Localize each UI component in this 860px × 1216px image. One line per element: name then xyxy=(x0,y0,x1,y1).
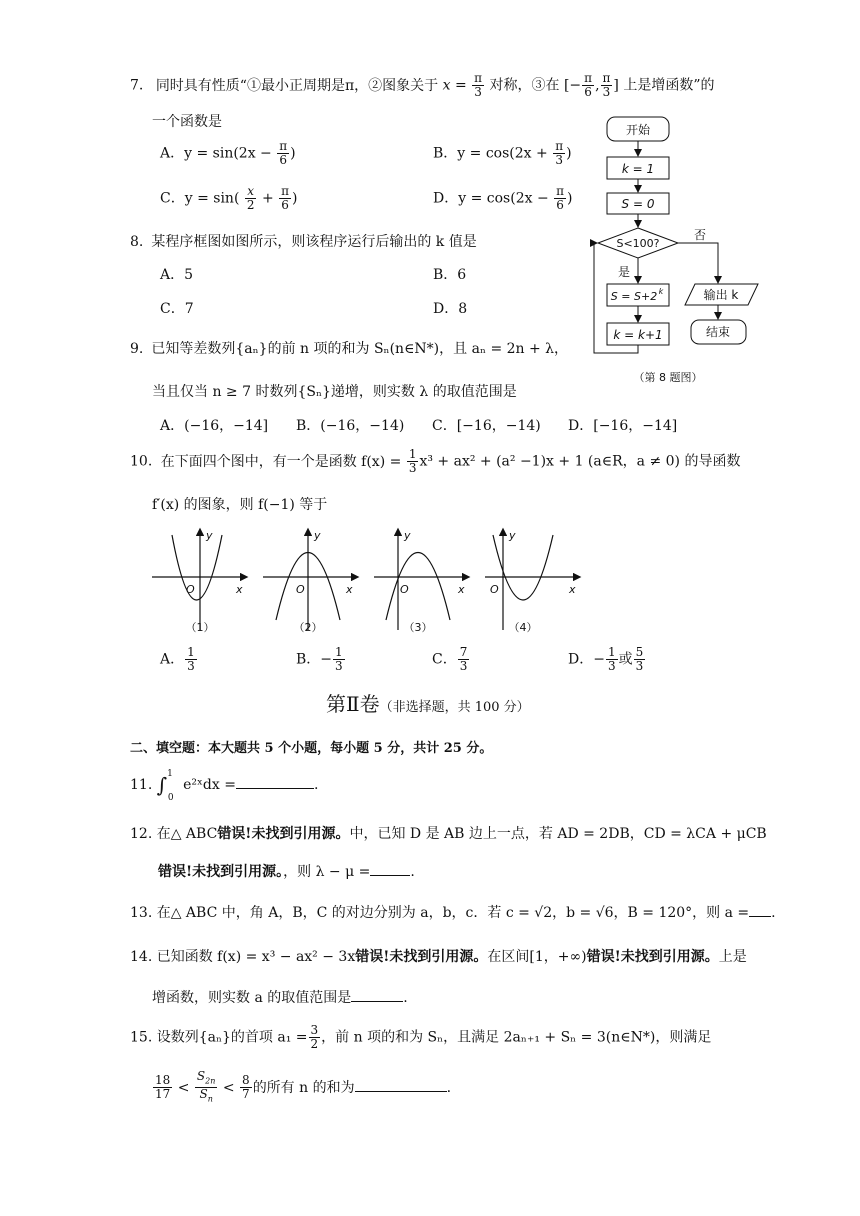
q10-line1: 10. 在下面四个图中，有一个是函数 f(x) = $\frac{1}{3}$ x³ + ax² + (a² −1)x + 1 (a∈R，a ≠ 0) 的导函数 xyxy=(130,447,741,475)
q10-option-c[interactable]: C． $\frac{7}{3}$ xyxy=(432,645,468,673)
svg-text:（4）: （4） xyxy=(508,621,538,634)
q11-blank[interactable] xyxy=(236,776,314,789)
flow-no-label: 否 xyxy=(693,228,707,242)
graph-3 xyxy=(374,530,468,630)
q10-line2: f′(x) 的图象，则 f(−1) 等于 xyxy=(152,497,328,513)
flow-init-k-text: k = 1 xyxy=(621,162,655,176)
svg-text:y: y xyxy=(404,529,411,542)
q9-option-d[interactable]: D．[−16，−14] xyxy=(568,418,678,434)
q7-option-b[interactable]: B．y = cos(2x + $\frac{\pi}{3}$ ) xyxy=(433,139,572,167)
svg-text:x: x xyxy=(569,583,576,596)
svg-text:y: y xyxy=(509,529,516,542)
q15-line1: 15. 设数列{aₙ}的首项 a₁ = $\frac{3}{2}$ ，前 n 项的和为 Sₙ，且满足 2aₙ₊₁ + Sₙ = 3(n∈N*)，则满足 xyxy=(130,1023,712,1051)
q8-option-b[interactable]: B．6 xyxy=(433,267,467,283)
q8-stem: 8. 某程序框图如图所示，则该程序运行后输出的 k 值是 xyxy=(130,234,477,250)
q9-line2: 当且仅当 n ≥ 7 时数列{Sₙ}递增，则实数 λ 的取值范围是 xyxy=(152,384,517,400)
q14-error-2: 错误!未找到引用源。 xyxy=(586,949,719,965)
flow-update-s-sup: k xyxy=(658,287,664,296)
flowchart xyxy=(588,112,768,387)
q12-blank[interactable] xyxy=(370,863,410,876)
svg-text:（2）: （2） xyxy=(293,621,323,634)
svg-text:y: y xyxy=(314,529,321,542)
q7-stem-b: 对称，③在 xyxy=(489,77,560,94)
flow-update-s-text: S = S+2 xyxy=(610,290,658,303)
q9-option-c[interactable]: C．[−16，−14) xyxy=(432,418,541,434)
q10-option-d[interactable]: D．− $\frac{1}{3}$ 或 $\frac{5}{3}$ xyxy=(568,645,644,673)
section-heading: 二、填空题：本大题共 5 个小题，每小题 5 分，共计 25 分。 xyxy=(130,741,493,756)
q8-option-c[interactable]: C．7 xyxy=(160,301,194,317)
svg-text:x: x xyxy=(236,583,243,596)
q8-option-a[interactable]: A．5 xyxy=(160,267,194,283)
q10-option-a[interactable]: A． $\frac{1}{3}$ xyxy=(160,645,195,673)
flow-update-k-text: k = k+1 xyxy=(613,328,663,342)
flow-condition-text: S<100? xyxy=(616,237,660,250)
flow-output-text: 输出 k xyxy=(703,288,739,302)
flow-caption: （第 8 题图） xyxy=(633,371,703,384)
q11: 11. ∫$^1_0$ e²ˣdx = . xyxy=(130,769,319,803)
q15-blank[interactable] xyxy=(355,1079,447,1092)
section-title: 第Ⅱ卷 xyxy=(326,692,380,716)
q9-option-b[interactable]: B．(−16，−14) xyxy=(296,418,405,434)
q7-option-a[interactable]: A．y = sin(2x − $\frac{\pi}{6}$ ) xyxy=(160,139,296,167)
flow-start-text: 开始 xyxy=(625,123,651,137)
q14-error-1: 错误!未找到引用源。 xyxy=(355,949,488,965)
q10-option-b[interactable]: B．− $\frac{1}{3}$ xyxy=(296,645,343,673)
svg-text:O: O xyxy=(296,583,305,596)
svg-text:x: x xyxy=(346,583,353,596)
q12-line2: 错误!未找到引用源。，则 λ − μ = . xyxy=(158,864,415,880)
svg-text:x: x xyxy=(458,583,465,596)
q9-option-a[interactable]: A．(−16，−14] xyxy=(160,418,269,434)
graph-2 xyxy=(263,530,357,630)
flow-end-text: 结束 xyxy=(705,325,731,339)
svg-text:（3）: （3） xyxy=(403,621,433,634)
graph-4 xyxy=(485,530,579,630)
svg-text:O: O xyxy=(400,583,409,596)
flow-yes-label: 是 xyxy=(617,265,631,279)
q12-error-2: 错误!未找到引用源。 xyxy=(158,864,284,880)
q14-blank[interactable] xyxy=(351,989,403,1002)
q7-stem-line1: 7. 同时具有性质“①最小正周期是π，②图象关于 x = $\frac{\pi}{3}$ 对称，③在 [− $\frac{\pi}{6}$ , $\frac{\pi}{3}$ ] 上是增函数”的 xyxy=(130,71,715,99)
q12-error-1: 错误!未找到引用源。 xyxy=(217,826,350,842)
flow-init-s-text: S = 0 xyxy=(621,197,655,211)
q9-line1: 9. 已知等差数列{aₙ}的前 n 项的和为 Sₙ(n∈N*)，且 aₙ = 2n + λ， xyxy=(130,341,569,357)
q7-option-d[interactable]: D．y = cos(2x − $\frac{\pi}{6}$ ) xyxy=(433,184,573,212)
q7-option-c[interactable]: C．y = sin( $\frac{x}{2}$ + $\frac{\pi}{6}$ ) xyxy=(160,184,298,212)
q13-blank[interactable] xyxy=(749,904,771,917)
svg-text:（1）: （1） xyxy=(185,621,215,634)
q8-option-d[interactable]: D．8 xyxy=(433,301,468,317)
q7-stem-a: 同时具有性质“①最小正周期是π，②图象关于 xyxy=(155,77,439,94)
section-subtitle: （非选择题，共 100 分） xyxy=(379,700,530,715)
q7-number: 7. xyxy=(130,77,144,94)
q12-line1: 12. 在△ ABC错误!未找到引用源。中，已知 D 是 AB 边上一点，若 AD = 2DB，CD = λCA + μCB xyxy=(130,826,767,842)
svg-text:O: O xyxy=(490,583,499,596)
q13: 13. 在△ ABC 中，角 A，B，C 的对边分别为 a，b，c．若 c = √2，b = √6，B = 120°，则 a = . xyxy=(130,905,776,921)
q15-line2: $\frac{18}{17}$ < $\frac{S_{2n}}{S_n}$ < $\frac{8}{7}$ 的所有 n 的和为 . xyxy=(155,1069,452,1104)
section-title-block xyxy=(326,688,530,717)
q7-stem-c: 上是增函数”的 xyxy=(623,77,715,94)
q7-stem-line2: 一个函数是 xyxy=(152,114,222,130)
q10-graphs xyxy=(148,525,598,640)
q14-line1: 14. 已知函数 f(x) = x³ − ax² − 3x错误!未找到引用源。在区间[1，+∞)错误!未找到引用源。上是 xyxy=(130,949,747,965)
q14-line2: 增函数，则实数 a 的取值范围是 . xyxy=(152,990,408,1006)
svg-text:y: y xyxy=(206,529,213,542)
svg-text:O: O xyxy=(186,583,195,596)
graph-1 xyxy=(152,530,246,630)
